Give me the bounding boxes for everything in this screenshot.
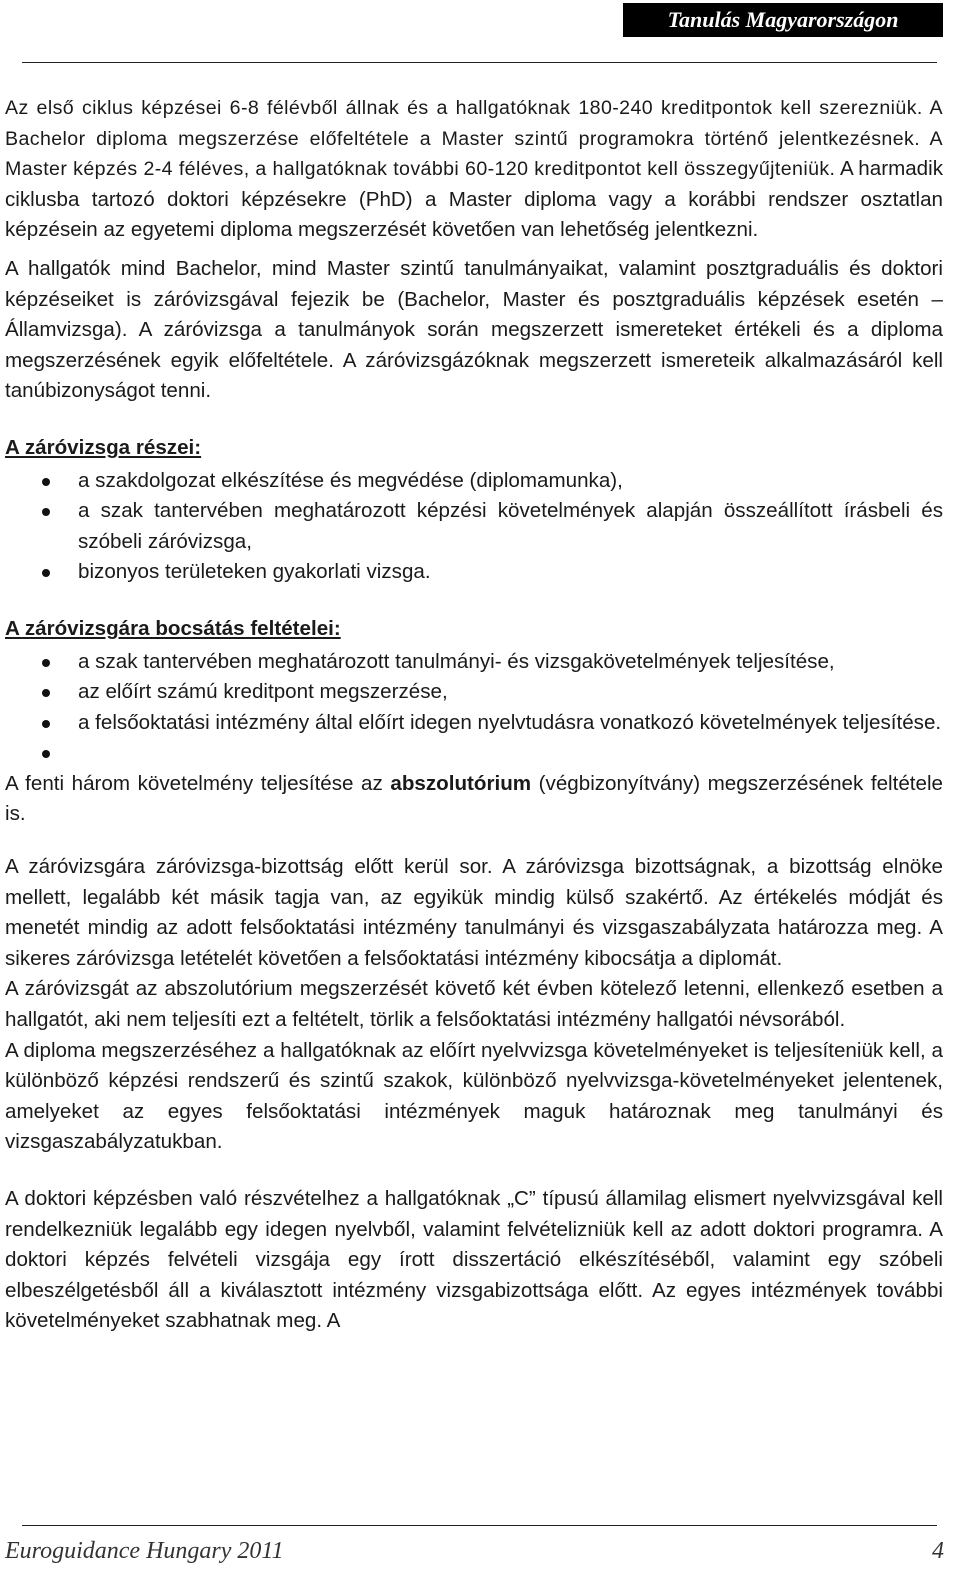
page-body [5,93,943,1337]
paragraph-doctoral: A doktori képzésben való részvételhez a hallgatóknak „C” típusú államilag elismert nyelvvizsgával kell rendelkezniük legalább egy idegen nyelvből, valamint felvételizniük kell az adott doktori programra. A doktori képzés felvételi vizsgája egy írott disszertáció elkészítéséből, valamint egy szóbeli elbeszélgetésből áll a kiválasztott intézmény vizsgabizottsága előtt. Az egyes intézmények további követelményeket szabhatnak meg. A [5,1187,943,1333]
absolutorium-term: abszolutórium [390,771,532,795]
bullet-icon [42,569,50,577]
bullet-icon [42,478,50,486]
exam-parts-list [5,466,943,588]
page-number: 4 [932,1538,944,1564]
paragraph-cycles-phd: A harmadik ciklusba tartozó doktori képzésekre (PhD) a Master diploma vagy a korábbi rendszer osztatlan képzésein az egyetemi diploma megszerzését követően van lehetőség jelentkezni. [5,157,944,242]
paragraph-language-exam: A diploma megszerzéséhez a hallgatóknak az előírt nyelvvizsga követelményeket is teljesíteniük kell, a különböző képzési rendszerű és szintű szakok, különböző nyelvvizsga-követelményeket jelentenek, amelyeket az egyes felsőoktatási intézmények maguk határoznak meg tanulmányi és vizsgaszabályzatukban. [5,1038,943,1154]
paragraph-absolutorium: A fenti három követelmény teljesítése az abszolutórium (végbizonyítvány) megszerzésének feltétele is. [5,771,943,826]
footer-publisher: Euroguidance Hungary 2011 [5,1538,284,1564]
list-item: az előírt számú kreditpont megszerzése, [5,677,943,708]
admission-conditions-list [5,647,943,769]
list-item: bizonyos területeken gyakorlati vizsga. [5,557,943,588]
bullet-icon [42,689,50,697]
section-heading-admission-conditions: A záróvizsgára bocsátás feltételei: [5,616,341,640]
list-item: a szak tantervében meghatározott képzési követelmények alapján összeállított írásbeli és szóbeli záróvizsga, [5,496,943,557]
list-item: a szak tantervében meghatározott tanulmányi- és vizsgakövetelmények teljesítése, [5,647,943,678]
bullet-icon [42,508,50,516]
paragraph-cycles-arial: Az első ciklus képzései 6-8 félévből állnak és a hallgatóknak 180-240 kreditpontok kell szerezniük. A Bachelor diploma megszerzése előfeltétele a Master szintű programokra történő jelentkezésnek. A Master képzés 2-4 féléves, a hallgatóknak további 60-120 kreditpontot kell összegyűjteniük. [5,97,943,181]
paragraph-cycles [5,93,943,246]
list-item: a szakdolgozat elkészítése és megvédése (diplomamunka), [5,466,943,497]
bullet-icon [42,659,50,667]
bullet-icon [42,720,50,728]
list-item-empty [5,738,943,769]
paragraph-final-exam: A hallgatók mind Bachelor, mind Master szintű tanulmányaikat, valamint posztgraduális és doktori képzéseiket is záróvizsgával fejezik be (Bachelor, Master és posztgraduális képzések esetén – Államvizsga). A záróvizsga a tanulmányok során megszerzett ismereteket értékeli és a diploma megszerzésének egyik előfeltétele. A záróvizsgázóknak megszerzett ismereteik alkalmazásáról kell tanúbizonyságot tenni. [5,256,943,403]
paragraph-deadline: A záróvizsgát az abszolutórium megszerzését követő két évben kötelező letenni, ellenkező esetben a hallgatót, aki nem teljesíti ezt a feltételt, törlik a felsőoktatási intézmény hallgatói névsorából. [5,977,943,1032]
footer-divider [22,1525,937,1526]
header-divider [22,62,937,63]
list-item: a felsőoktatási intézmény által előírt idegen nyelvtudásra vonatkozó követelmények teljesítése. [5,708,943,739]
running-header: Tanulás Magyarországon [623,3,943,37]
paragraph-committee: A záróvizsgára záróvizsga-bizottság előtt kerül sor. A záróvizsga bizottságnak, a bizottság elnöke mellett, legalább két másik tagja van, az egyikük mindig külső szakértő. Az értékelés módját és menetét mindig az adott felsőoktatási intézmény tanulmányi és vizsgaszabályzata határozza meg. A sikeres záróvizsga letételét követően a felsőoktatási intézmény kibocsátja a diplomát. [5,855,943,970]
section-heading-exam-parts: A záróvizsga részei: [5,435,202,459]
bullet-icon [42,750,50,758]
